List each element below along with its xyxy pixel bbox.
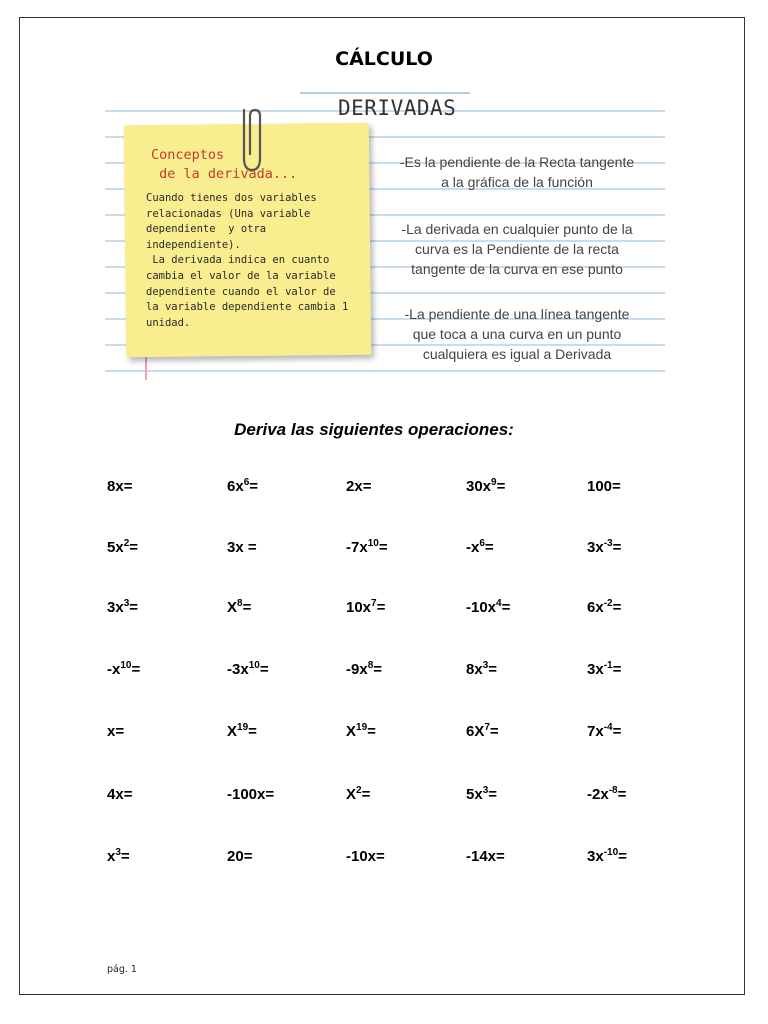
- exercise-equals: =: [484, 539, 494, 556]
- exercise-item: [227, 786, 274, 803]
- exercise-base: 3x: [227, 539, 248, 556]
- exercise-equals: =: [247, 539, 257, 556]
- exercise-equals: =: [265, 786, 275, 803]
- page-number: pág. 1: [107, 964, 137, 975]
- exercise-item: [227, 478, 258, 495]
- exercise-exponent: -10: [603, 847, 619, 858]
- exercise-equals: =: [618, 848, 627, 865]
- concept-text-1: -Es la pendiente de la Recta tangente a la gráfica de la función: [399, 154, 635, 190]
- exercise-equals: =: [131, 661, 141, 678]
- exercise-base: 6x: [227, 478, 244, 495]
- exercise-base: 8x: [107, 478, 124, 495]
- exercise-base: -3x: [227, 661, 249, 678]
- exercise-item: [346, 478, 371, 495]
- exercise-exponent: 4: [496, 598, 502, 609]
- exercise-item: [107, 478, 132, 495]
- exercise-item: [107, 599, 138, 616]
- exercise-item: [466, 786, 497, 803]
- exercise-item: [346, 599, 385, 616]
- exercise-equals: =: [243, 848, 253, 865]
- exercise-equals: =: [123, 478, 133, 495]
- exercise-base: X: [346, 723, 357, 740]
- exercise-equals: =: [120, 848, 130, 865]
- exercise-item: [346, 848, 385, 865]
- exercise-equals: =: [612, 599, 622, 616]
- concept-text-2: -La derivada en cualquier punto de la curva es la Pendiente de la recta tangente de la curva en ese punto: [401, 221, 633, 277]
- banner-title: DERIVADAS: [338, 96, 457, 120]
- exercise-exponent: -4: [603, 722, 613, 733]
- exercise-base: -2x: [587, 786, 609, 803]
- exercise-base: 30x: [466, 478, 492, 495]
- exercise-item: [107, 786, 132, 803]
- exercise-base: 4x: [107, 786, 124, 803]
- concept-text-3: -La pendiente de una línea tangente que toca a una curva en un punto cualquiera es igual a Derivada: [404, 306, 630, 362]
- exercise-base: 3x: [587, 848, 604, 865]
- exercise-equals: =: [259, 661, 269, 678]
- exercise-equals: =: [612, 661, 622, 678]
- exercise-base: -x: [466, 539, 480, 556]
- paperclip-icon: [232, 106, 272, 176]
- exercise-equals: =: [129, 599, 139, 616]
- exercise-equals: =: [501, 599, 511, 616]
- exercise-base: 3x: [587, 661, 604, 678]
- exercise-item: [466, 478, 505, 495]
- exercise-base: -14x: [466, 848, 497, 865]
- exercise-base: 3x: [587, 539, 604, 556]
- exercise-base: -100x: [227, 786, 266, 803]
- exercise-item: [587, 786, 626, 803]
- exercise-item: [587, 599, 621, 616]
- page-title: CÁLCULO: [335, 48, 433, 70]
- exercise-item: [227, 848, 252, 865]
- exercise-item: [587, 478, 621, 495]
- exercise-base: 2x: [346, 478, 363, 495]
- exercise-item: [107, 723, 124, 740]
- exercise-base: 5x: [107, 539, 124, 556]
- exercise-exponent: 3: [123, 598, 130, 609]
- exercise-item: [346, 539, 388, 556]
- exercise-equals: =: [612, 723, 622, 740]
- exercise-base: 8x: [466, 661, 483, 678]
- exercise-base: 5x: [466, 786, 483, 803]
- exercise-equals: =: [362, 478, 372, 495]
- exercise-exponent: -3: [603, 538, 613, 549]
- exercise-equals: =: [378, 539, 388, 556]
- exercise-base: -9x: [346, 661, 368, 678]
- exercise-item: [227, 539, 257, 556]
- exercise-exponent: 3: [482, 785, 489, 796]
- exercise-item: [107, 848, 130, 865]
- exercise-item: [466, 539, 494, 556]
- exercise-equals: =: [249, 478, 259, 495]
- exercise-exponent: 10: [248, 660, 260, 671]
- exercise-base: x: [107, 723, 116, 740]
- exercise-base: -x: [107, 661, 121, 678]
- exercise-exponent: -1: [603, 660, 613, 671]
- exercise-item: [107, 661, 140, 678]
- exercise-base: 3x: [107, 599, 124, 616]
- exercise-equals: =: [488, 661, 498, 678]
- exercise-base: 6X: [466, 723, 485, 740]
- exercise-item: [227, 723, 257, 740]
- exercise-base: 10x: [346, 599, 372, 616]
- sticky-note-heading: Conceptos de la derivada...: [151, 147, 298, 182]
- exercise-exponent: 7: [484, 722, 490, 733]
- exercise-item: [107, 539, 138, 556]
- exercise-equals: =: [123, 786, 133, 803]
- exercise-exponent: -8: [608, 785, 618, 796]
- exercise-equals: =: [361, 786, 371, 803]
- exercise-exponent: 2: [123, 538, 130, 549]
- exercise-equals: =: [612, 539, 622, 556]
- exercise-equals: =: [488, 786, 498, 803]
- exercises-heading: Deriva las siguientes operaciones:: [234, 420, 514, 439]
- exercise-base: 100: [587, 478, 613, 495]
- exercise-exponent: 10: [367, 538, 379, 549]
- exercise-item: [227, 661, 269, 678]
- exercise-base: -10x: [346, 848, 377, 865]
- exercise-equals: =: [129, 539, 139, 556]
- exercise-exponent: 19: [237, 722, 249, 733]
- exercise-base: -10x: [466, 599, 497, 616]
- exercise-equals: =: [242, 599, 252, 616]
- exercise-base: X: [227, 723, 238, 740]
- exercise-exponent: 8: [367, 660, 374, 671]
- exercise-exponent: 7: [371, 598, 377, 609]
- exercise-item: [346, 661, 382, 678]
- exercise-equals: =: [617, 786, 627, 803]
- exercise-equals: =: [376, 599, 386, 616]
- exercise-equals: =: [612, 478, 621, 495]
- exercise-item: [587, 848, 627, 865]
- exercise-equals: =: [489, 723, 499, 740]
- exercise-item: [466, 723, 499, 740]
- exercise-item: [346, 723, 376, 740]
- exercise-exponent: 2: [356, 785, 362, 796]
- exercise-base: x: [107, 848, 116, 865]
- sticky-note-body: Cuando tienes dos variables relacionadas (Una variable dependiente y otra independiente). La derivada indica en cuanto cambia el valor de la variable dependiente cuando el valor de la variable dependiente cambia 1 unidad.: [146, 192, 349, 329]
- exercise-item: [346, 786, 370, 803]
- exercise-item: [227, 599, 251, 616]
- exercise-equals: =: [248, 723, 257, 740]
- exercise-base: 6x: [587, 599, 604, 616]
- exercise-exponent: 8: [237, 598, 243, 609]
- exercise-equals: =: [373, 661, 383, 678]
- exercise-exponent: 9: [491, 477, 497, 488]
- exercise-equals: =: [496, 848, 505, 865]
- banner-title-underline: [300, 92, 470, 94]
- exercise-base: X: [346, 786, 357, 803]
- exercise-exponent: 19: [356, 722, 368, 733]
- exercise-equals: =: [376, 848, 385, 865]
- exercise-exponent: 10: [120, 660, 132, 671]
- exercise-exponent: -2: [603, 598, 613, 609]
- exercise-exponent: 3: [115, 847, 121, 858]
- exercise-equals: =: [496, 478, 506, 495]
- exercise-item: [587, 539, 621, 556]
- exercise-base: 7x: [587, 723, 604, 740]
- exercise-base: -7x: [346, 539, 368, 556]
- exercise-exponent: 3: [482, 660, 489, 671]
- exercise-item: [466, 848, 505, 865]
- exercise-equals: =: [115, 723, 125, 740]
- exercise-base: X: [227, 599, 238, 616]
- exercise-item: [587, 723, 621, 740]
- exercise-item: [466, 599, 510, 616]
- exercise-base: 20: [227, 848, 244, 865]
- exercise-exponent: 6: [243, 477, 250, 488]
- exercise-equals: =: [367, 723, 376, 740]
- exercise-item: [466, 661, 497, 678]
- exercise-exponent: 6: [479, 538, 485, 549]
- exercise-item: [587, 661, 621, 678]
